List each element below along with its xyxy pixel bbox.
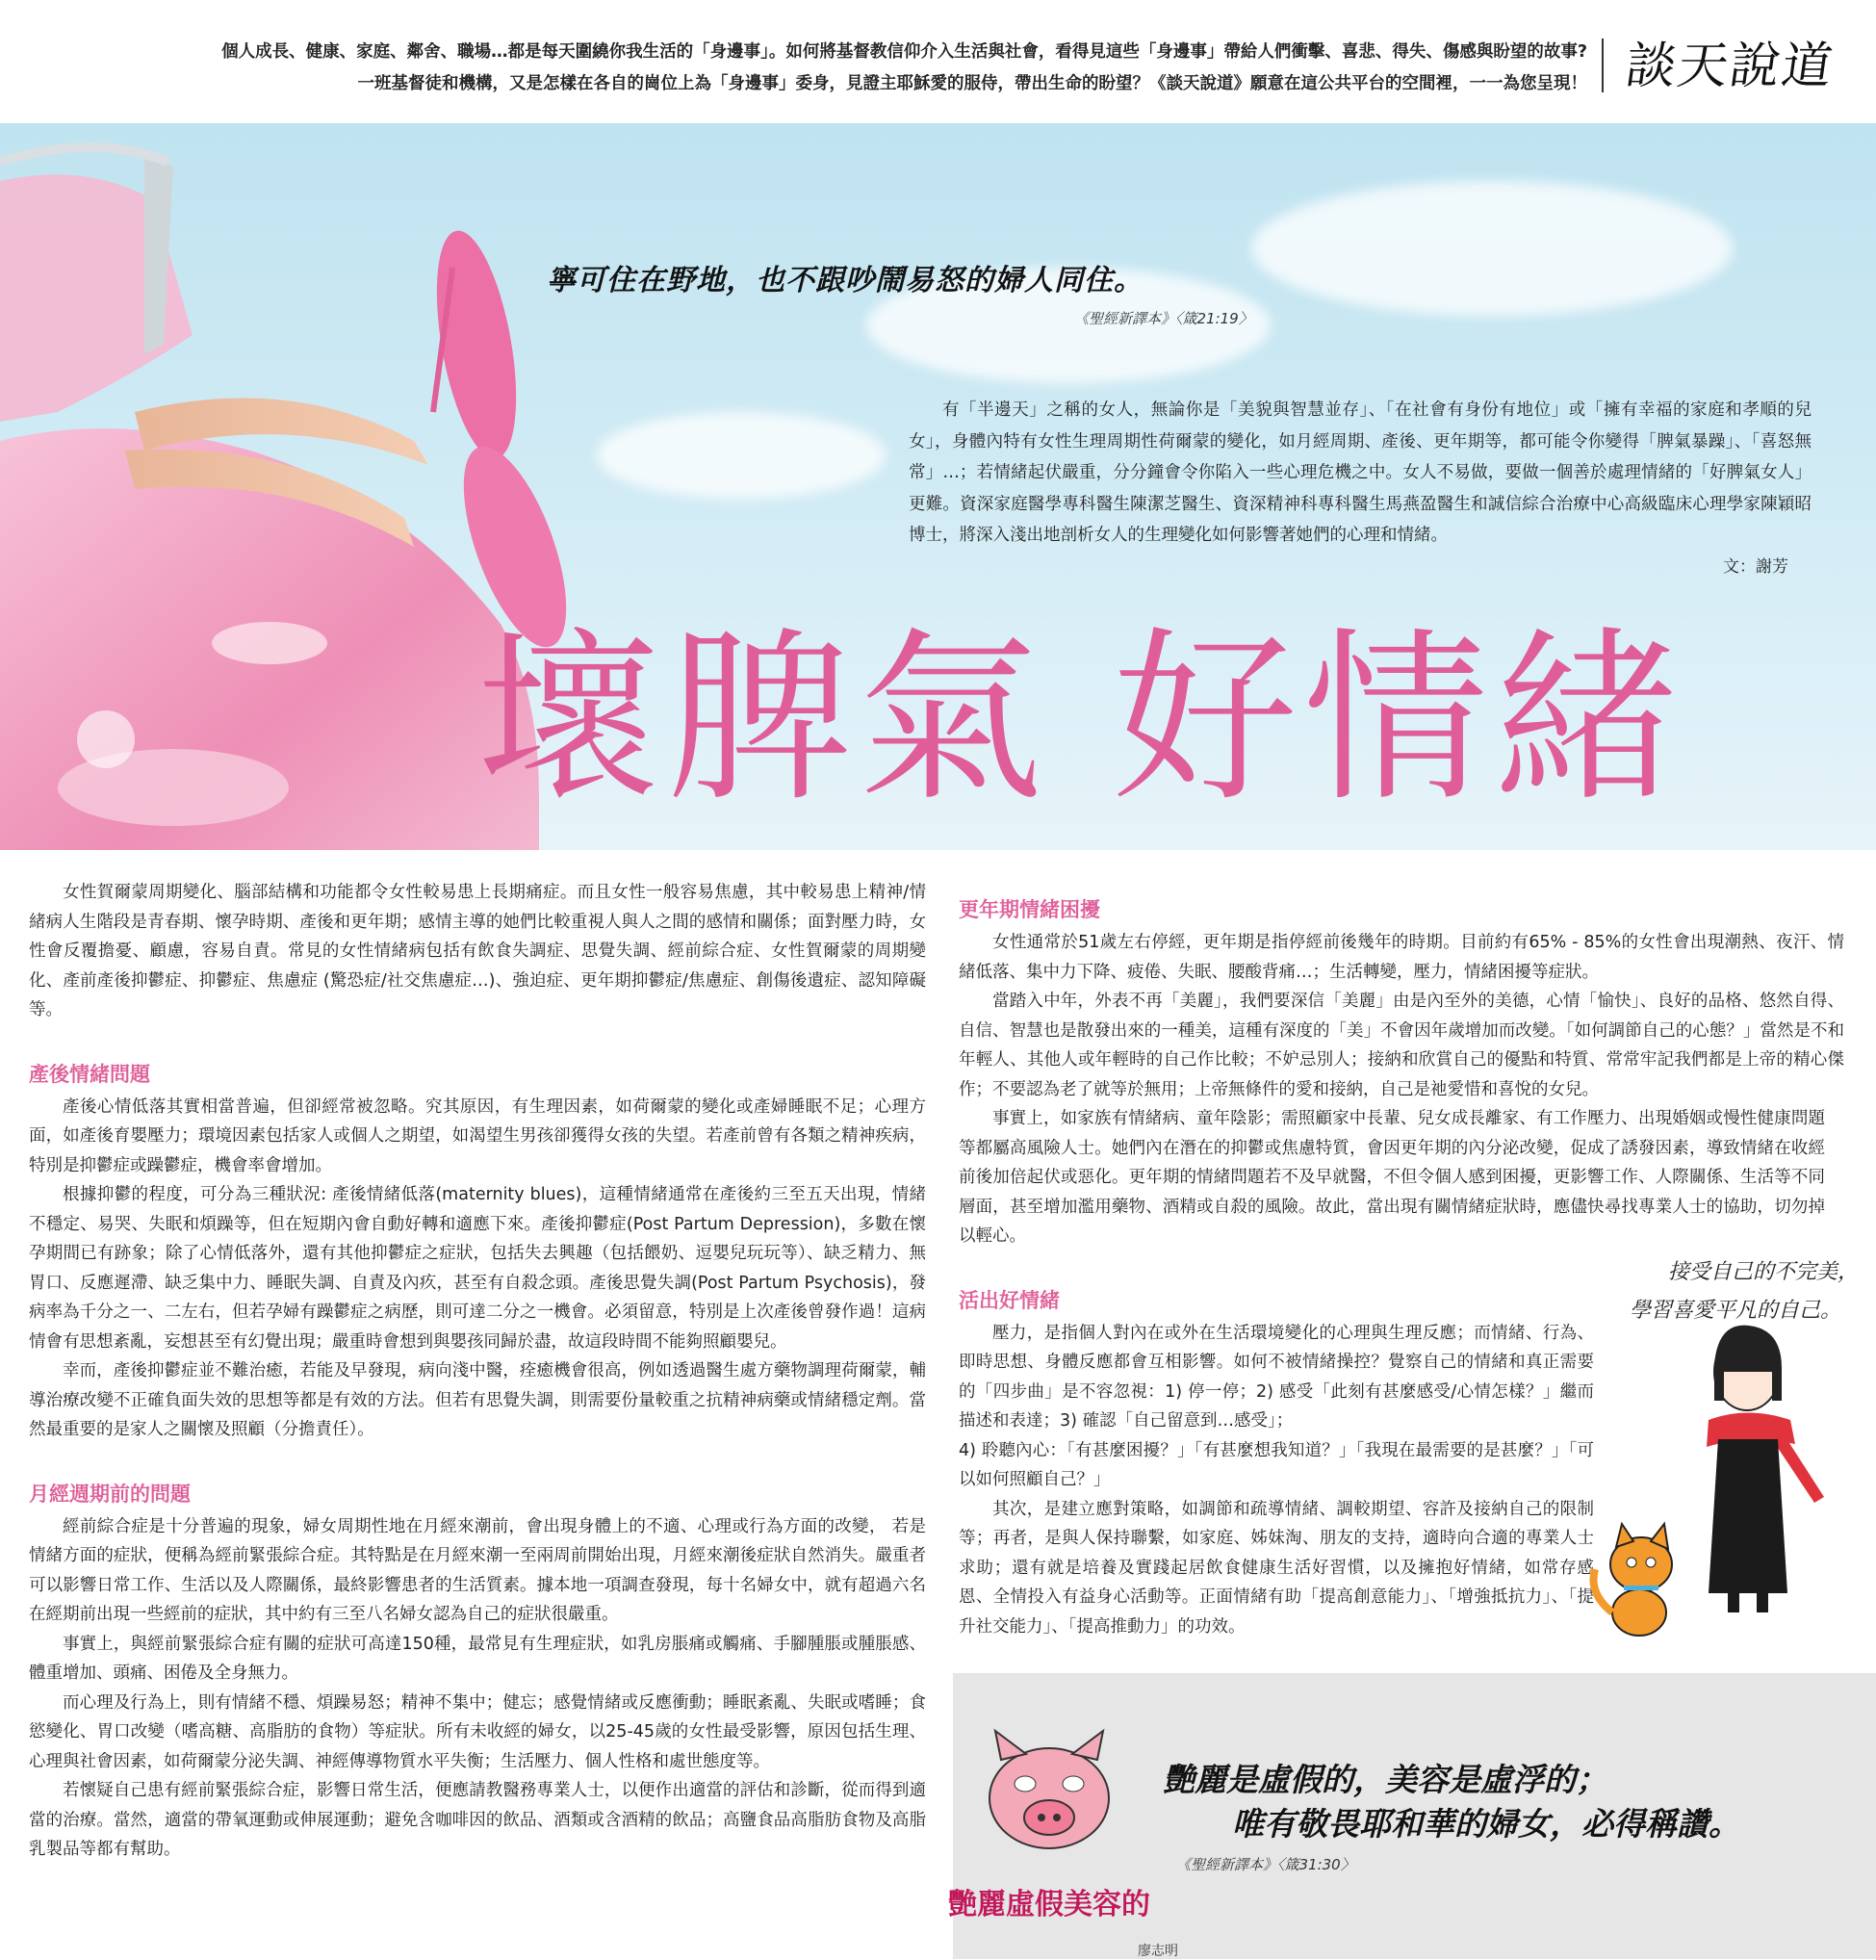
- header-intro-line2: 一班基督徒和機構，又是怎樣在各自的崗位上為「身邊事」委身，見證主耶穌愛的服侍，帶出生命的盼望？《談天說道》願意在這公共平台的空間裡，一一為您呈現！: [357, 74, 1587, 93]
- paragraph: 幸而，產後抑鬱症並不難治癒，若能及早發現，病向淺中醫，痊癒機會很高，例如透過醫生處方藥物調理荷爾蒙，輔導治療改變不正確負面失效的思想等都是有效的方法。但若有思覺失調，則需要份量較重之抗精神病藥或情緒穩定劑。當然最重要的是家人之關懷及照顧（分擔責任）。: [29, 1361, 926, 1439]
- byline: 文：謝芳: [1723, 557, 1788, 577]
- page-header: [0, 0, 1876, 123]
- girl-and-cat-cartoon: [1583, 1276, 1872, 1661]
- box-quote-line1: 艷麗是虛假的，美容是虛浮的；: [1163, 1761, 1607, 1798]
- page-title: 壞脾氣 好情緒: [476, 612, 1685, 827]
- paragraph: 產後心情低落其實相當普遍，但卻經常被忽略。究其原因，有生理因素，如荷爾蒙的變化或產婦睡眠不足；心理方面，如產後育嬰壓力；環境因素包括家人或個人之期望，如渴望生男孩卻獲得女孩的失望。若產前曾有各類之精神疾病，特別是抑鬱症或躁鬱症，機會率會增加。: [29, 1096, 926, 1175]
- paragraph: 根據抑鬱的程度，可分為三種狀況: 產後情緒低落(maternity blues)，這種情緒通常在產後約三至五天出現，情緒不穩定、易哭、失眠和煩躁等，但在短期內會自動好轉和適應下來。產後抑鬱症(Post Partum Depression)，多數在懷孕期間已有跡象；除了心情低落外，還有其他抑鬱症之症狀，包括失去興趣（包括餵奶、逗嬰兒玩玩等）、缺乏精力、無胃口、反應遲滯、缺乏集中力、睡眠失調、自責及內疚，甚至有自殺念頭。產後思覺失調(Post Partum Psychosis)，發病率為千分之一、二左右，但若孕婦有躁鬱症之病歷，則可達二分之一機會。必須留意，特別是上次產後曾發作過！這病情會有思想紊亂，妄想甚至有幻覺出現；嚴重時會想到與嬰孩同歸於盡，故這段時間不能夠照顧嬰兒。: [29, 1185, 926, 1352]
- hero-quote: 寧可住在野地，也不跟吵鬧易怒的婦人同住。: [547, 264, 1144, 297]
- illustrator-credit: 廖志明: [1138, 1944, 1178, 1959]
- bible-quote-box: [948, 1673, 1876, 1959]
- header-intro: [47, 37, 1587, 100]
- box-quote-reference: 《聖經新譯本》〈箴31:30〉: [1176, 1856, 1355, 1873]
- cloud-shape: [597, 412, 886, 499]
- section-heading-menopause: 更年期情緒困擾: [959, 898, 1100, 921]
- hero-banner: [0, 123, 1876, 850]
- cloud-shape: [1251, 181, 1733, 316]
- paragraph: 事實上，與經前緊張綜合症有關的症狀可高達150種，最常見有生理症狀，如乳房脹痛或觸痛、手腳腫脹或腫脹感、體重增加、頭痛、困倦及全身無力。: [29, 1634, 926, 1683]
- box-quote-line2: 唯有敬畏耶和華的婦女，必得稱讚。: [1232, 1805, 1740, 1843]
- good-emotions-text: [959, 1319, 1594, 1642]
- left-column: [29, 878, 926, 1865]
- section-heading-premenstrual: 月經週期前的問題: [29, 1482, 191, 1506]
- column-logo: 談天說道: [1622, 38, 1838, 95]
- header-intro-line1: 個人成長、健康、家庭、鄰舍、職場…都是每天圍繞你我生活的「身邊事」。如何將基督教信仰介入生活與社會，看得見這些「身邊事」帶給人們衝擊、喜悲、得失、傷感與盼望的故事?: [221, 42, 1587, 62]
- handwritten-line: 學習喜愛平凡的自己。: [1630, 1299, 1842, 1323]
- paragraph: 經前綜合症是十分普遍的現象，婦女周期性地在月經來潮前，會出現身體上的不適、心理或行為方面的改變， 若是情緒方面的症狀，便稱為經前緊張綜合症。其特點是在月經來潮一至兩周前開始出現，月經來潮後症狀自然消失。嚴重者可以影響日常工作、生活以及人際關係，最終影響患者的生活質素。據本地一項調查發現，每十名婦女中，就有超過六名在經期前出現一些經前的症狀，其中約有三至八名婦女認為自己的症狀很嚴重。: [29, 1516, 926, 1624]
- paragraph: 事實上，如家族有情緒病、童年陰影；需照顧家中長輩、兒女成長離家、有工作壓力、出現婚姻或慢性健康問題等都屬高風險人士。她們內在潛在的抑鬱或焦慮特質，會因更年期的內分泌改變，促成了誘發因素，導致情緒在收經前後加倍起伏或惡化。更年期的情緒問題若不及早就醫，不但令個人感到困擾，更影響工作、人際關係、生活等不同層面，甚至增加濫用藥物、酒精或自殺的風險。故此，當出現有關情緒症狀時，應儘快尋找專業人士的協助，切勿掉以輕心。: [959, 1109, 1825, 1246]
- paragraph: 女性通常於51歲左右停經，更年期是指停經前後幾年的時期。目前約有65% - 85%的女性會出現潮熱、夜汗、情緒低落、集中力下降、疲倦、失眠、腰酸背痛…；生活轉變，壓力，情緒困擾等症狀。: [959, 933, 1844, 982]
- hero-quote-reference: 《聖經新譯本》〈箴21:19〉: [1074, 310, 1253, 327]
- pig-illustration: [948, 1673, 1150, 1959]
- paragraph: 其次，是建立應對策略，如調節和疏導情緒、調較期望、容許及接納自己的限制等；再者，是與人保持聯繫，如家庭、姊妹淘、朋友的支持，適時向合適的專業人士求助；還有就是培養及實踐起居飲食健康生活好習慣，以及擁抱好情緒，如常存感恩、全情投入有益身心活動等。正面情緒有助「提高創意能力」、「增強抵抗力」、「提升社交能力」、「提高推動力」的功效。: [959, 1499, 1594, 1637]
- pig-caption: 艷麗虛假美容的: [948, 1888, 1150, 1921]
- paragraph: 若懷疑自己患有經前緊張綜合症，影響日常生活，便應請教醫務專業人士，以便作出適當的評估和診斷，從而得到適當的治療。當然，適當的帶氧運動或伸展運動；避免含咖啡因的飲品、酒類或含酒精的飲品；高鹽食品高脂肪食物及高脂乳製品等都有幫助。: [29, 1781, 926, 1859]
- intro-paragraph: 女性賀爾蒙周期變化、腦部結構和功能都令女性較易患上長期痛症。而且女性一般容易焦慮，其中較易患上精神/情緒病人生階段是青春期、懷孕時期、產後和更年期；感情主導的她們比較重視人與人之間的感情和關係；面對壓力時，女性會反覆擔憂、顧慮，容易自責。常見的女性情緒病包括有飲食失調症、思覺失調、經前綜合症、女性賀爾蒙的周期變化、產前產後抑鬱症、抑鬱症、焦慮症 (驚恐症/社交焦慮症…)、強迫症、更年期抑鬱症/焦慮症、創傷後遺症、認知障礙等。: [29, 883, 926, 1019]
- paragraph: 當踏入中年，外表不再「美麗」，我們要深信「美麗」由是內至外的美德，心情「愉快」、良好的品格、悠然自得、自信、智慧也是散發出來的一種美，這種有深度的「美」不會因年歲增加而改變。「如何調節自己的心態？」當然是不和年輕人、其他人或年輕時的自己作比較；不妒忌別人；接納和欣賞自己的優點和特質、常常牢記我們都是上帝的精心傑作；不要認為老了就等於無用；上帝無條件的愛和接納，自己是祂愛惜和喜悅的女兒。: [959, 992, 1844, 1099]
- lead-paragraph: [909, 395, 1812, 552]
- section-heading-postpartum: 產後情緒問題: [29, 1062, 150, 1086]
- lead-text: 有「半邊天」之稱的女人，無論你是「美貌與智慧並存」、「在社會有身份有地位」或「擁有幸福的家庭和孝順的兒女」，身體內特有女性生理周期性荷爾蒙的變化，如月經周期、產後、更年期等，都可能令你變得「脾氣暴躁」、「喜怒無常」…；若情緒起伏嚴重，分分鐘會令你陷入一些心理危機之中。女人不易做，要做一個善於處理情緒的「好脾氣女人」更難。資深家庭醫學專科醫生陳潔芝醫生、資深精神科專科醫生馬燕盈醫生和誠信綜合治療中心高級臨床心理學家陳穎昭博士，將深入淺出地剖析女人的生理變化如何影響著她們的心理和情緒。: [909, 400, 1812, 545]
- paragraph: 壓力，是指個人對內在或外在生活環境變化的心理與生理反應；而情緒、行為、即時思想、身體反應都會互相影響。如何不被情緒操控？覺察自己的情緒和真正需要的「四步曲」是不容忽視：1) 停一停；2) 感受「此刻有甚麼感受/心情怎樣？」繼而描述和表達；3) 確認「自己留意到…感受」；: [959, 1323, 1594, 1431]
- header-divider: [1602, 39, 1604, 92]
- paragraph: 4) 聆聽內心：「有甚麼困擾？」「有甚麼想我知道？」「我現在最需要的是甚麼？」「可以如何照顧自己？」: [959, 1440, 1594, 1489]
- handwritten-line: 接受自己的不完美，: [1668, 1260, 1860, 1284]
- section-heading-good-emotions: 活出好情緒: [959, 1288, 1060, 1312]
- paragraph: 而心理及行為上，則有情緒不穩、煩躁易怒；精神不集中；健忘；感覺情緒或反應衝動；睡眠紊亂、失眠或嗜睡；食慾變化、胃口改變（嗜高糖、高脂肪的食物）等症狀。所有未收經的婦女，以25-45歲的女性最受影響，原因包括生理、心理與社會因素，如荷爾蒙分泌失調、神經傳導物質水平失衡；生活壓力、個人性格和處世態度等。: [29, 1692, 926, 1771]
